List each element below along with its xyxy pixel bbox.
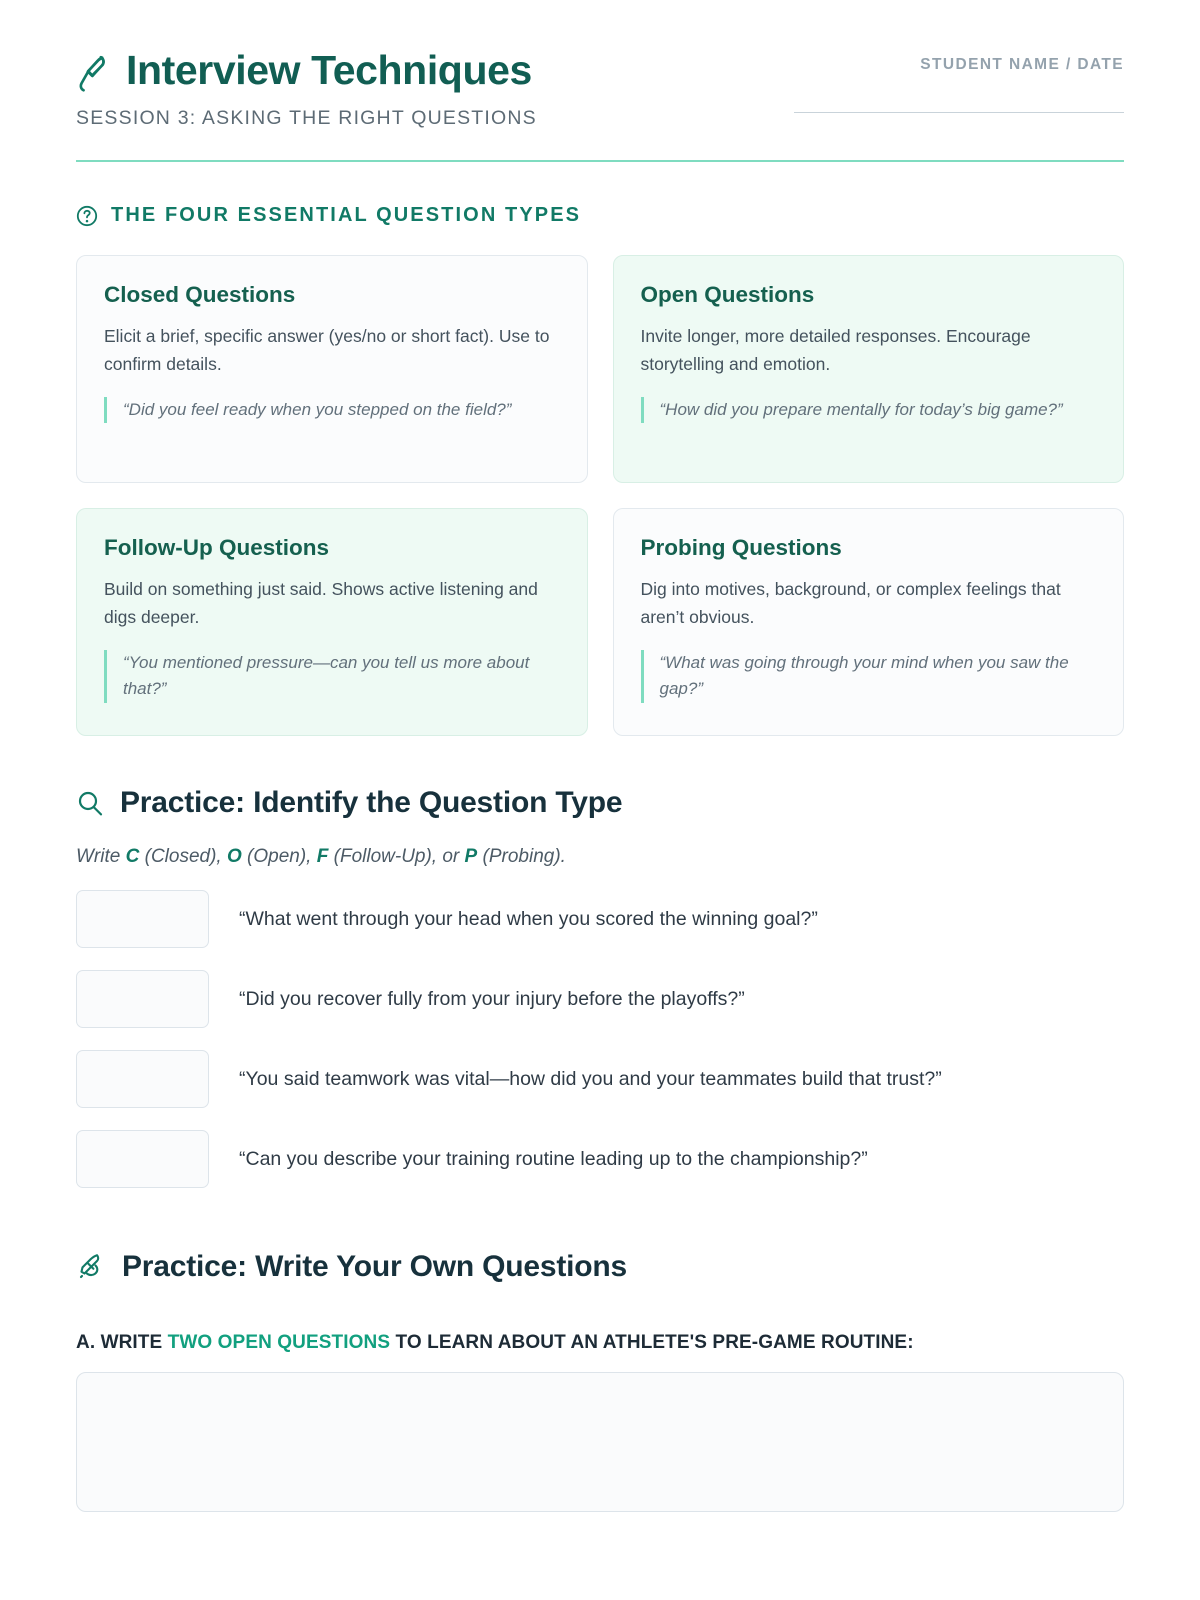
magnifier-icon bbox=[76, 789, 104, 817]
instr-part-3: (Open), bbox=[241, 846, 317, 868]
card-probing-questions bbox=[613, 508, 1125, 736]
page-subtitle: SESSION 3: ASKING THE RIGHT QUESTIONS bbox=[76, 107, 537, 130]
instr-code-closed: C bbox=[125, 846, 140, 868]
identify-question-text: “What went through your head when you scored the winning goal?” bbox=[239, 907, 818, 930]
header-divider bbox=[76, 160, 1124, 162]
section-heading-write bbox=[76, 1250, 1124, 1284]
instr-code-followup: F bbox=[316, 846, 329, 868]
section-heading-identify bbox=[76, 786, 1124, 820]
microphone-icon bbox=[76, 53, 110, 93]
card-closed-questions bbox=[76, 255, 588, 483]
card-body: Build on something just said. Shows active listening and digs deeper. bbox=[104, 579, 538, 628]
question-circle-icon bbox=[76, 205, 98, 227]
part-a-prefix: A. WRITE bbox=[76, 1332, 168, 1354]
instr-part-5: (Probing). bbox=[477, 846, 566, 868]
identify-question-text: “You said teamwork was vital—how did you and your teammates build that trust?” bbox=[239, 1067, 942, 1090]
answer-input[interactable] bbox=[76, 1130, 209, 1188]
section-heading-question-types bbox=[76, 204, 1124, 227]
card-title: Probing Questions bbox=[640, 535, 842, 561]
title-block bbox=[76, 46, 537, 130]
identify-question-text: “Can you describe your training routine leading up to the championship?” bbox=[239, 1147, 868, 1170]
instr-code-probing: P bbox=[464, 846, 478, 868]
title-row bbox=[76, 48, 537, 93]
card-title: Follow-Up Questions bbox=[104, 535, 329, 561]
pen-nib-icon bbox=[76, 1252, 106, 1282]
part-a-suffix: TO LEARN ABOUT AN ATHLETE'S PRE-GAME ROUTINE: bbox=[390, 1332, 914, 1354]
part-a-label bbox=[76, 1332, 1124, 1354]
instr-part-4: (Follow-Up), or bbox=[328, 846, 465, 868]
card-title: Closed Questions bbox=[104, 282, 296, 308]
part-a-textarea[interactable] bbox=[76, 1372, 1124, 1512]
card-body: Dig into motives, background, or complex feelings that aren’t obvious. bbox=[640, 579, 1061, 628]
card-example: “Did you feel ready when you stepped on the field?” bbox=[104, 397, 560, 424]
card-example: “How did you prepare mentally for today’s big game?” bbox=[641, 397, 1097, 424]
section-heading-question-types-label: THE FOUR ESSENTIAL QUESTION TYPES bbox=[111, 204, 582, 227]
answer-input[interactable] bbox=[76, 1050, 209, 1108]
page-title: Interview Techniques bbox=[126, 47, 532, 93]
identify-instructions bbox=[76, 846, 1124, 868]
student-name-date-line[interactable] bbox=[794, 112, 1124, 113]
card-follow-up-questions bbox=[76, 508, 588, 736]
student-name-date-label: STUDENT NAME / DATE bbox=[920, 56, 1124, 73]
identify-row-1 bbox=[76, 890, 1124, 948]
card-example: “What was going through your mind when you saw the gap?” bbox=[641, 650, 1097, 703]
part-a-highlight: TWO OPEN QUESTIONS bbox=[167, 1332, 391, 1354]
identify-row-4 bbox=[76, 1130, 1124, 1188]
identify-question-text: “Did you recover fully from your injury before the playoffs?” bbox=[239, 987, 745, 1010]
page-header bbox=[76, 46, 1124, 130]
card-open-questions bbox=[613, 255, 1125, 483]
card-body: Invite longer, more detailed responses. Encourage storytelling and emotion. bbox=[640, 326, 1031, 375]
identify-row-3 bbox=[76, 1050, 1124, 1108]
card-body: Elicit a brief, specific answer (yes/no or short fact). Use to confirm details. bbox=[104, 326, 550, 375]
question-type-cards bbox=[76, 255, 1124, 736]
answer-input[interactable] bbox=[76, 890, 209, 948]
student-name-date-block bbox=[794, 46, 1124, 113]
instr-part-2: (Closed), bbox=[139, 846, 227, 868]
instr-part-1: Write bbox=[76, 846, 126, 868]
card-title: Open Questions bbox=[640, 282, 815, 308]
instr-code-open: O bbox=[226, 846, 242, 868]
answer-input[interactable] bbox=[76, 970, 209, 1028]
identify-row-2 bbox=[76, 970, 1124, 1028]
section-heading-write-label: Practice: Write Your Own Questions bbox=[122, 1250, 627, 1284]
card-example: “You mentioned pressure—can you tell us more about that?” bbox=[104, 650, 560, 703]
section-heading-identify-label: Practice: Identify the Question Type bbox=[120, 786, 623, 820]
